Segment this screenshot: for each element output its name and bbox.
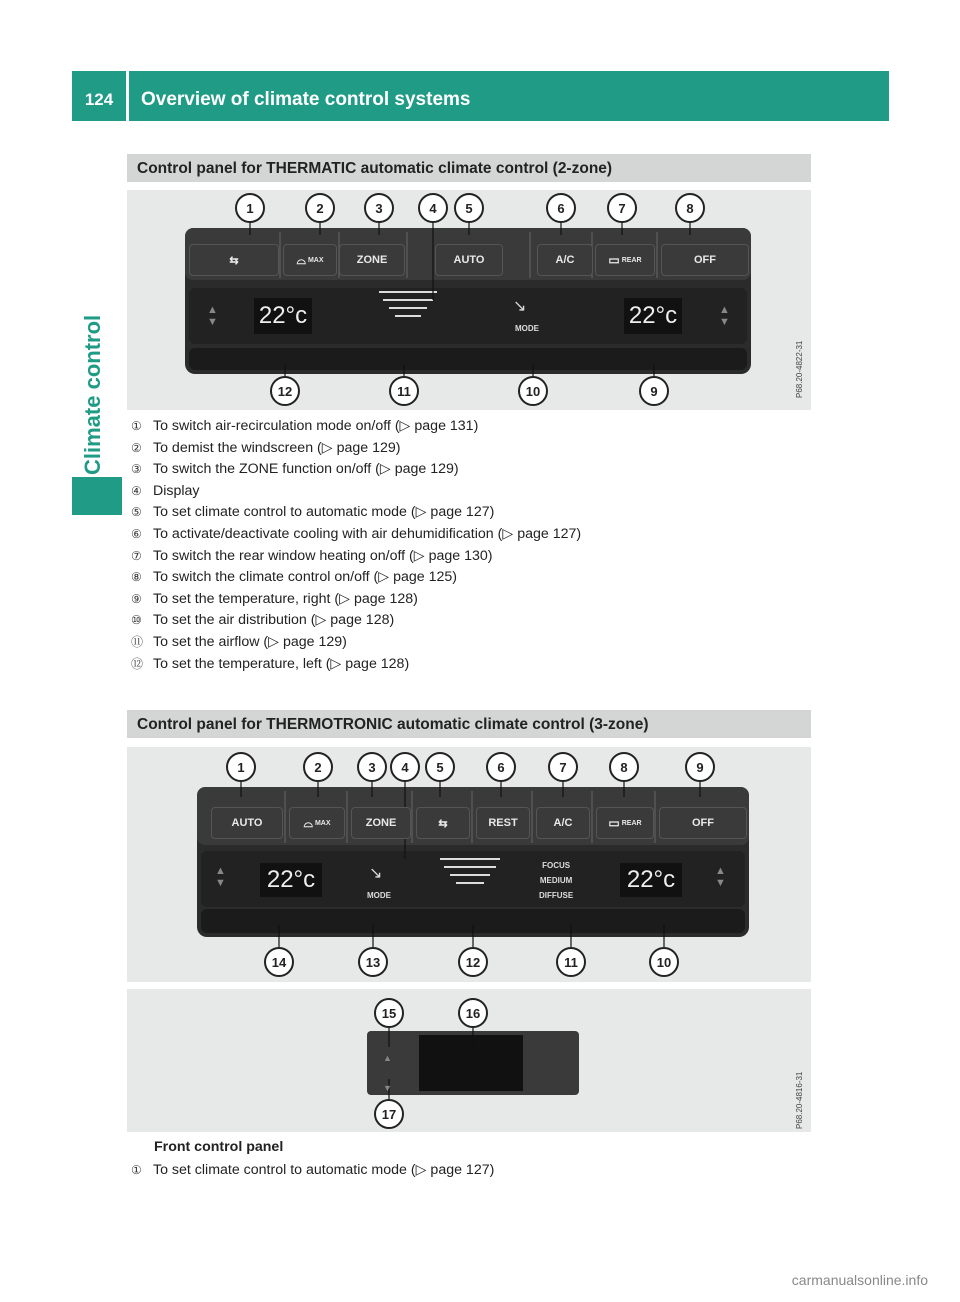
temp-display-right: 22°c (624, 298, 682, 334)
callout-7: 7 (607, 193, 637, 223)
air-distribution-icon: ↘ (369, 865, 383, 882)
rear-panel-display (419, 1035, 523, 1091)
mode-label: MODE (367, 891, 391, 900)
list-item: ① To set climate control to automatic mode (▷ page 127) (131, 1162, 495, 1178)
zone-button[interactable]: ZONE (339, 244, 405, 276)
callout-13: 13 (358, 947, 388, 977)
list-item: ⑫ To set the temperature, left (▷ page 128) (131, 655, 410, 672)
section-heading-thermotronic (127, 710, 811, 738)
figure-code: P68.20-4822-31 (795, 340, 804, 398)
list-item: ⑤ To set climate control to automatic mode (▷ page 127) (131, 504, 495, 521)
rear-window-button[interactable]: ▭ REAR (595, 244, 655, 276)
callout-15: 15 (374, 998, 404, 1028)
callout-9: 9 (685, 752, 715, 782)
callout-7: 7 (548, 752, 578, 782)
section-heading-text: Control panel for THERMATIC automatic climate control (2-zone) (137, 160, 613, 177)
callout-2: 2 (303, 752, 333, 782)
callout-list-thermatic (131, 416, 581, 675)
recirculation-icon: ⇆ (229, 254, 239, 267)
ac-button[interactable]: A/C (537, 244, 593, 276)
recirculation-button[interactable] (416, 807, 470, 839)
callout-14: 14 (264, 947, 294, 977)
callout-10: 10 (649, 947, 679, 977)
auto-button[interactable]: AUTO (435, 244, 503, 276)
max-demist-button[interactable]: ⌓ MAX (283, 244, 337, 276)
callout-9: 9 (639, 376, 669, 406)
medium-label: MEDIUM (539, 876, 573, 885)
recirculation-icon: ⇆ (438, 817, 448, 830)
page-number: 124 (84, 90, 114, 109)
temp-arrows-right-icon[interactable]: ▲ ▼ (715, 865, 726, 889)
watermark: carmanualsonline.info (791, 1272, 928, 1288)
windscreen-icon: ⌓ (303, 815, 313, 830)
list-item: ③ To switch the ZONE function on/off (▷ page 129) (131, 461, 459, 478)
callout-4: 4 (390, 752, 420, 782)
air-distribution-icon: ↘ (513, 298, 527, 315)
temp-arrows-left-icon[interactable]: ▲ ▼ (215, 865, 226, 889)
callout-8: 8 (609, 752, 639, 782)
side-tab-label: Climate control (80, 314, 105, 475)
rear-window-icon: ▭ (608, 253, 620, 267)
figure-thermotronic-panel (127, 747, 811, 982)
temp-display-right: 22°c (620, 863, 682, 897)
front-control-panel-caption: Front control panel (154, 1139, 284, 1155)
callout-16: 16 (458, 998, 488, 1028)
header-divider (126, 71, 129, 121)
list-item: ⑨ To set the temperature, right (▷ page 128) (131, 590, 418, 607)
zone-button[interactable]: ZONE (351, 807, 411, 839)
figure-rear-panel (127, 989, 811, 1132)
callout-12: 12 (458, 947, 488, 977)
section-heading-text: Control panel for THERMOTRONIC automatic climate control (3-zone) (137, 716, 649, 733)
list-item: ⑧ To switch the climate control on/off (▷ page 125) (131, 569, 458, 586)
callout-11: 11 (556, 947, 586, 977)
callout-5: 5 (425, 752, 455, 782)
list-item: ⑪ To set the airflow (▷ page 129) (131, 633, 347, 650)
callout-6: 6 (546, 193, 576, 223)
roller-row (189, 348, 747, 370)
callout-3: 3 (357, 752, 387, 782)
auto-button[interactable]: AUTO (211, 807, 283, 839)
mode-label: MODE (515, 324, 539, 333)
rear-temp-arrows-icon[interactable]: ▲ ▼ (383, 1053, 392, 1093)
callout-6: 6 (486, 752, 516, 782)
list-item: ⑦ To switch the rear window heating on/off (▷ page 130) (131, 547, 493, 564)
list-item: ① To switch air-recirculation mode on/off (▷ page 131) (131, 418, 479, 434)
callout-17: 17 (374, 1099, 404, 1129)
off-button[interactable]: OFF (661, 244, 749, 276)
callout-list-thermotronic (131, 1160, 494, 1182)
ac-button[interactable]: A/C (536, 807, 590, 839)
section-heading-thermatic (127, 154, 811, 182)
max-demist-button[interactable]: ⌓ MAX (289, 807, 345, 839)
figure-code: P68.20-4816-31 (795, 1071, 804, 1129)
recirculation-button[interactable] (189, 244, 279, 276)
callout-3: 3 (364, 193, 394, 223)
off-button[interactable]: OFF (659, 807, 747, 839)
thermatic-panel-illustration (127, 190, 811, 410)
list-item: ⑩ To set the air distribution (▷ page 128) (131, 612, 395, 629)
page-header (72, 71, 889, 121)
temp-display-left: 22°c (260, 863, 322, 897)
callout-2: 2 (305, 193, 335, 223)
callout-4: 4 (418, 193, 448, 223)
temp-display-left: 22°c (254, 298, 312, 334)
callout-5: 5 (454, 193, 484, 223)
page-title: Overview of climate control systems (141, 89, 471, 110)
rear-window-icon: ▭ (608, 816, 620, 830)
callout-12: 12 (270, 376, 300, 406)
climate-style-labels[interactable] (539, 858, 573, 903)
windscreen-icon: ⌓ (296, 252, 306, 267)
side-tab-marker (72, 477, 122, 515)
rear-window-button[interactable]: ▭ REAR (596, 807, 654, 839)
callout-1: 1 (235, 193, 265, 223)
callout-1: 1 (226, 752, 256, 782)
figure-thermatic-panel (127, 190, 811, 410)
temp-arrows-right-icon[interactable]: ▲ ▼ (719, 304, 730, 328)
callout-8: 8 (675, 193, 705, 223)
callout-10: 10 (518, 376, 548, 406)
rest-button[interactable]: REST (476, 807, 530, 839)
temp-arrows-left-icon[interactable]: ▲ ▼ (207, 304, 218, 328)
focus-label: FOCUS (542, 861, 571, 870)
list-item: ④ Display (131, 482, 200, 499)
callout-11: 11 (389, 376, 419, 406)
list-item: ② To demist the windscreen (▷ page 129) (131, 439, 401, 456)
list-item: ⑥ To activate/deactivate cooling with air dehumidification (▷ page 127) (131, 525, 582, 542)
diffuse-label: DIFFUSE (539, 891, 574, 900)
